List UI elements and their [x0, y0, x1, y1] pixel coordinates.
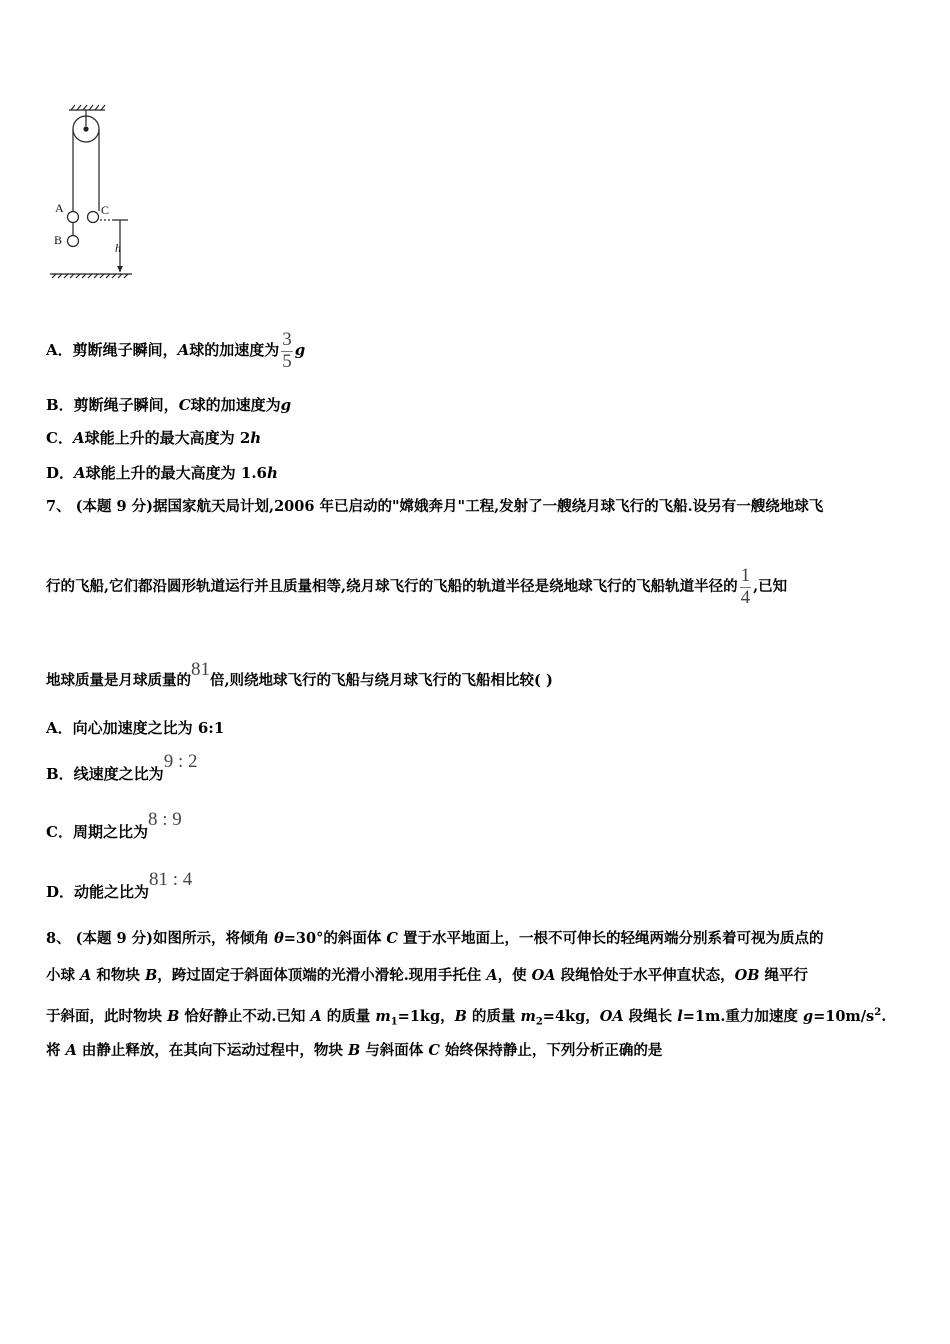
label-h: h: [115, 241, 121, 255]
q6-option-d: D．A球能上升的最大高度为 1.6h: [46, 464, 278, 482]
q6-option-a: A．剪断绳子瞬间，A球的加速度为 $\frac{3}{5}$ g: [46, 329, 306, 372]
q7-stem-line2: 行的飞船,它们都沿圆形轨道运行并且质量相等,绕月球飞行的飞船的轨道半径是绕地球飞行的飞船轨道半径的 $\frac{1}{4}$ ,已知: [46, 565, 788, 608]
q7-option-c: C．周期之比为8 : 9: [46, 809, 182, 841]
q8-stem-line3: 于斜面，此时物块 B 恰好静止不动.已知 A 的质量 $m_1=1kg$，B 的质量 $m_2=4kg$，OA 段绳长 l=1m.重力加速度 $g=10m/s^2$.: [46, 1007, 887, 1028]
q7-stem-line1: 7、 (本题 9 分)据国家航天局计划,2006 年已启动的"嫦娥奔月"工程,发射了一艘绕月球飞行的飞船.设另有一艘绕地球飞: [46, 498, 824, 515]
label-a: A: [55, 201, 64, 215]
ratio-81: 81: [191, 659, 210, 680]
q7-option-b: B．线速度之比为9 : 2: [46, 751, 198, 783]
q8-stem-line2: 小球 A 和物块 B，跨过固定于斜面体顶端的光滑小滑轮.现用手托住 A，使 OA 段绳恰处于水平伸直状态，OB 绳平行: [46, 967, 809, 984]
fraction-3-5: $\frac{3}{5}$: [282, 329, 292, 372]
q7-option-a: A．向心加速度之比为 6:1: [46, 719, 225, 737]
ball-c: [88, 212, 99, 223]
ball-a: [68, 212, 79, 223]
label-b: B: [54, 233, 63, 247]
ball-b: [68, 236, 79, 247]
pulley-figure: [40, 100, 150, 290]
q6-option-b: B．剪断绳子瞬间，C球的加速度为g: [46, 396, 292, 414]
fraction-1-4: $\frac{1}{4}$: [740, 565, 751, 608]
q7-stem-line3: 地球质量是月球质量的81倍,则绕地球飞行的飞船与绕月球飞行的飞船相比较( ): [46, 659, 553, 689]
q8-stem-line4: 将 A 由静止释放，在其向下运动过程中，物块 B 与斜面体 C 始终保持静止，下列分析正确的是: [46, 1042, 663, 1059]
q8-stem-line1: 8、 (本题 9 分)如图所示，将倾角 θ=30°的斜面体 C 置于水平地面上，一根不可伸长的轻绳两端分别系着可视为质点的: [46, 930, 824, 947]
label-c: C: [101, 203, 110, 217]
q7-option-d: D．动能之比为81 : 4: [46, 869, 193, 901]
q6-option-c: C．A球能上升的最大高度为 2h: [46, 429, 262, 447]
